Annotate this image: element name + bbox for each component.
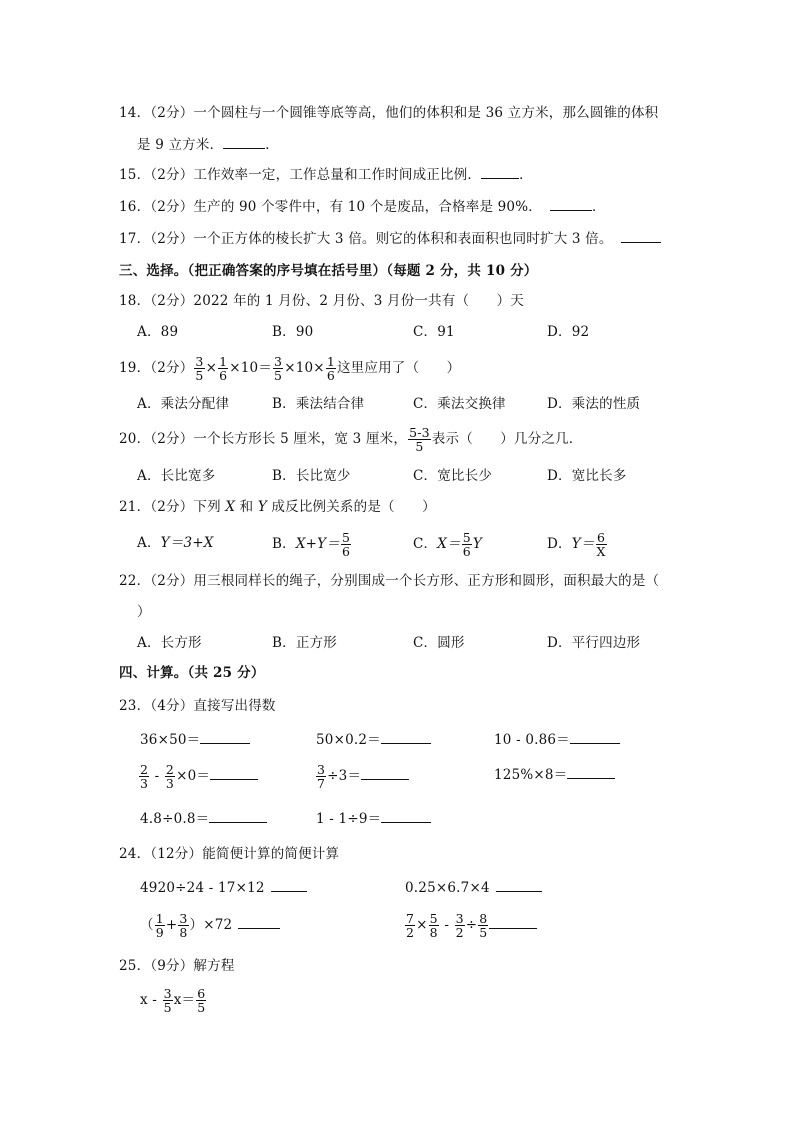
numerator: 7 [406,911,415,926]
question-16-tail: ． [591,199,606,215]
option-formula: Y＝3+X [160,535,214,551]
denominator: 5 [195,368,204,383]
section-3-heading: 三、选择。（把正确答案的序号填在括号里）（每题 2 分，共 10 分） [119,263,538,279]
fraction [326,355,336,382]
calc-item [405,879,542,897]
denominator: 9 [155,925,164,940]
equation [140,982,207,1018]
option-a[interactable]: A．乘法分配律 [137,396,230,412]
calc-expression: 125%×8＝ [494,767,568,783]
calc-item [140,810,267,828]
question-19-prefix: 19．（2分） [119,360,194,376]
divide-sign: ÷ [465,917,478,933]
fraction [196,987,206,1014]
answer-blank[interactable] [381,743,431,744]
numerator: 2 [140,762,149,777]
denominator: 3 [140,776,149,791]
denominator: 5 [197,1000,206,1015]
denominator: 2 [455,925,464,940]
fraction [405,912,415,939]
expression-part: ×10× [284,360,325,376]
expression-part: ×10＝ [229,360,273,376]
fraction [218,355,228,382]
answer-blank[interactable] [567,778,615,779]
calc-item [494,731,620,749]
option-d[interactable]: D．宽比长多 [547,468,627,484]
fraction [155,912,165,939]
denominator: 2 [406,925,415,940]
calc-expression: ÷3＝ [327,768,362,784]
calc-expression: 1 - 1÷9＝ [316,811,382,827]
fraction [462,531,472,558]
answer-blank[interactable] [550,210,592,211]
answer-blank[interactable] [223,148,265,149]
option-b[interactable]: B．90 [272,324,314,340]
option-b[interactable]: B．乘法结合律 [272,396,365,412]
question-24: 24．（12分）能简便计算的简便计算 [119,846,340,862]
numerator: 3 [195,354,204,369]
denominator: 6 [462,544,471,559]
calc-expression: 0.25×6.7×4 [405,880,490,896]
numerator: 3 [179,911,188,926]
times-sign: × [416,917,428,933]
denominator: 6 [219,368,228,383]
option-a[interactable]: A．长比宽多 [137,468,216,484]
question-16 [119,198,606,216]
denominator: 3 [165,776,175,791]
denominator: 7 [317,776,326,791]
fraction [455,912,465,939]
calc-item [404,907,537,943]
denominator: 6 [341,544,351,559]
numerator: 1 [155,911,164,926]
variable-y: Y [257,499,267,515]
option-d[interactable] [547,526,608,562]
denominator: 5 [163,1000,172,1015]
answer-blank[interactable] [238,928,280,929]
denominator: 5 [274,368,283,383]
question-17-text: 17．（2分）一个正方体的棱长扩大 3 倍。则它的体积和表面积也同时扩大 3 倍。 [119,231,613,247]
option-b[interactable] [272,526,352,562]
calc-item [140,907,280,943]
times-sign: × [205,360,218,376]
question-20 [119,421,583,457]
equation-part: x - [140,992,162,1008]
option-a[interactable]: A．89 [137,324,179,340]
plus-sign: + [165,917,178,933]
calc-expression: ×0＝ [176,768,211,784]
question-14-line2 [137,136,279,154]
fraction [139,763,149,790]
answer-blank[interactable] [210,779,258,780]
calc-item [138,758,258,794]
calc-item [316,810,431,828]
fraction [163,987,173,1014]
question-22-line2: ） [137,604,151,620]
question-19-suffix: 这里应用了（ ） [336,360,461,376]
numerator: 5 [462,530,471,545]
fraction [478,912,488,939]
denominator: 8 [179,925,188,940]
calc-item [316,731,431,749]
option-d[interactable]: D．92 [547,324,590,340]
numerator: 5 [429,911,438,926]
option-c[interactable]: C．乘法交换律 [413,396,506,412]
calc-expression: 10 - 0.86＝ [494,732,570,748]
minus-sign: - [150,768,164,784]
numerator: 1 [219,354,228,369]
option-formula: X＝ [437,536,461,552]
denominator: X [596,544,606,559]
calc-expression: 4920÷24 - 17×12 [140,880,265,896]
numerator: 1 [326,354,335,369]
denominator: 6 [326,368,335,383]
question-19 [119,350,460,386]
denominator: 5 [479,925,488,940]
numerator: 3 [455,911,464,926]
numerator: 6 [597,530,606,545]
option-formula: X+Y＝ [295,536,340,552]
numerator: 8 [479,911,488,926]
denominator: 8 [429,925,438,940]
denominator: 5 [415,439,424,454]
numerator: 6 [197,986,206,1001]
option-label: C． [413,536,438,552]
question-14: 14．（2分）一个圆柱与一个圆锥等底等高，他们的体积和是 36 立方米，那么圆锥的体积 [119,105,659,121]
question-21-and: 和 [235,499,258,515]
option-c[interactable]: C．91 [413,324,455,340]
fraction [341,531,351,558]
calc-item [494,766,615,784]
equation-part: x＝ [173,992,196,1008]
option-d[interactable]: D．乘法的性质 [547,396,641,412]
question-20-prefix: 20．（2分）一个长方形长 5 厘米，宽 3 厘米， [119,431,408,447]
answer-blank[interactable] [621,242,661,243]
question-23: 23．（4分）直接写出得数 [119,698,276,714]
answer-blank[interactable] [271,891,307,892]
calc-item [140,731,250,749]
question-15-tail: ． [519,167,533,183]
answer-blank[interactable] [489,928,537,929]
fraction [429,912,439,939]
question-15-text: 15．（2分）工作效率一定，工作总量和工作时间成正比例． [119,167,482,183]
option-c[interactable]: C．圆形 [413,635,465,651]
question-25: 25．（9分）解方程 [119,958,235,974]
calc-expression: 50×0.2＝ [316,732,381,748]
option-d[interactable]: D．平行四边形 [547,635,641,651]
numerator: 3 [274,354,283,369]
answer-blank[interactable] [381,822,431,823]
question-18: 18．（2分）2022 年的 1 月份、2 月份、3 月份一共有（ ）天 [119,293,524,309]
fraction [194,355,204,382]
option-formula: Y＝ [571,536,595,552]
fraction [316,763,326,790]
question-14-line2-text: 是 9 立方米． [137,137,224,153]
question-20-suffix: 表示（ ）几分之几． [431,431,583,447]
option-label: D． [547,536,572,552]
numerator: 2 [165,762,175,777]
option-c[interactable] [413,526,482,562]
question-21-prefix: 21．（2分）下列 [119,499,226,515]
paren-open: （ [140,917,154,933]
variable-x: X [225,499,236,515]
answer-blank[interactable] [361,779,409,780]
answer-blank[interactable] [570,743,620,744]
question-15 [119,166,533,184]
answer-blank[interactable] [496,891,542,892]
option-b[interactable]: B．长比宽少 [272,468,351,484]
answer-blank[interactable] [481,178,519,179]
minus-sign: - [439,917,454,933]
question-16-text: 16．（2分）生产的 90 个零件中，有 10 个是废品，合格率是 90%． [119,199,542,215]
calc-expression: 36×50＝ [140,732,201,748]
option-formula-tail: Y [472,536,483,552]
fraction [273,355,283,382]
fraction [165,763,175,790]
fraction [596,531,607,558]
fraction [408,426,431,453]
option-label: B． [272,536,296,552]
question-22: 22．（2分）用三根同样长的绳子，分别围成一个长方形、正方形和圆形，面积最大的是（ [119,573,660,589]
fraction [178,912,188,939]
calc-expression: 4.8÷0.8＝ [140,811,210,827]
calc-item [315,758,409,794]
option-label: A． [137,535,161,551]
calc-expression: ）×72 [189,917,233,933]
question-17 [119,230,661,248]
option-a[interactable] [137,534,214,552]
numerator: 5 [341,530,351,545]
question-14-tail: ． [265,137,279,153]
numerator: 3 [317,762,326,777]
option-b[interactable]: B．正方形 [272,635,337,651]
numerator: 5-3 [409,425,430,440]
question-21-suffix: 成反比例关系的是（ ） [266,499,436,515]
numerator: 3 [163,986,172,1001]
option-c[interactable]: C．宽比长少 [413,468,493,484]
option-a[interactable]: A．长方形 [137,635,202,651]
question-21 [119,498,436,516]
answer-blank[interactable] [209,822,267,823]
calc-item [140,879,307,897]
answer-blank[interactable] [200,743,250,744]
section-4-heading: 四、计算。（共 25 分） [119,665,265,681]
